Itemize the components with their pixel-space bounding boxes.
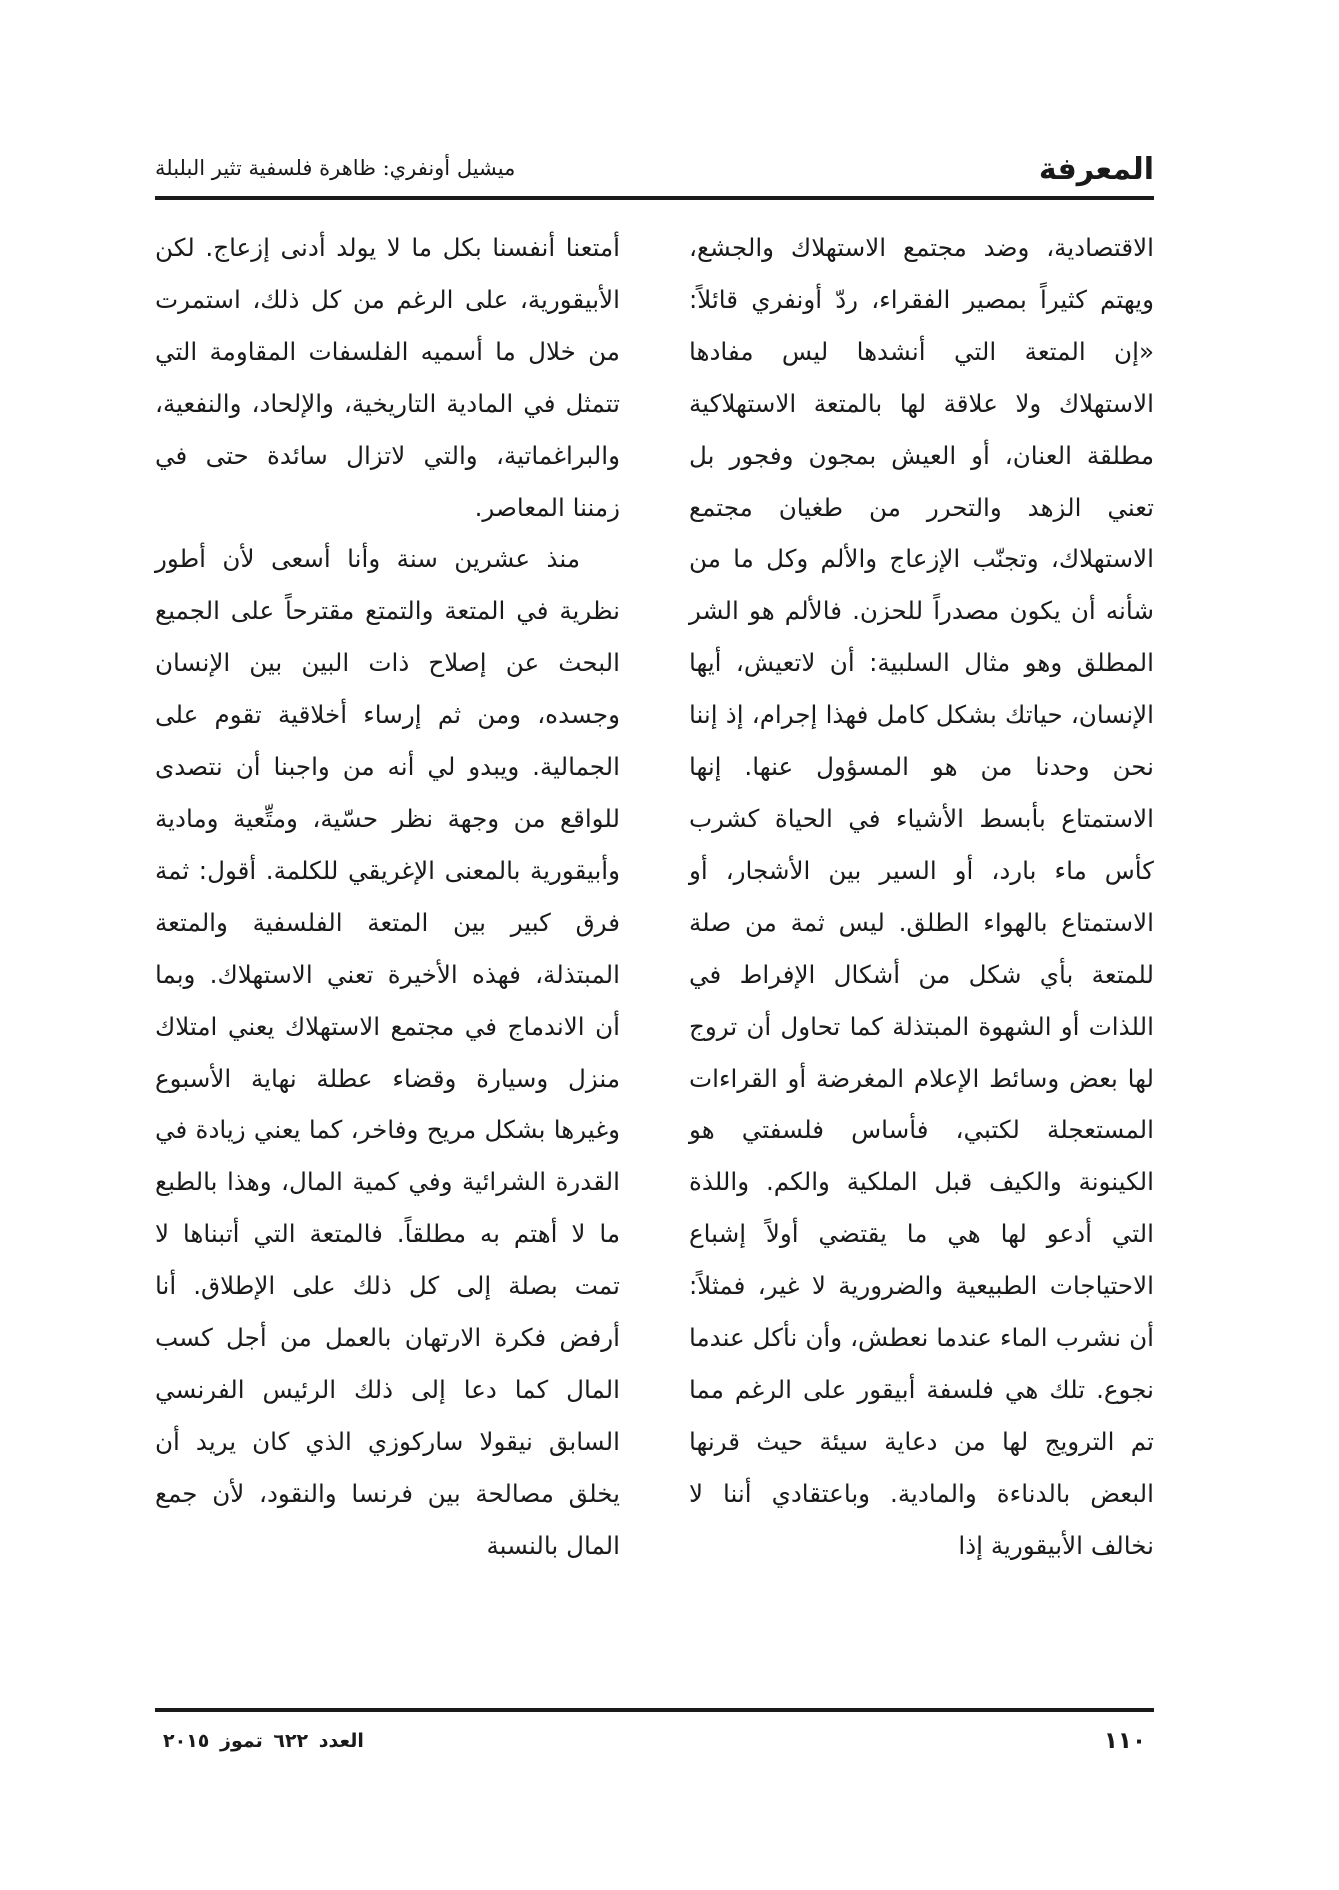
issue-info: العدد ٦٢٢ تموز ٢٠١٥: [163, 1730, 364, 1752]
page-footer: [155, 1728, 1154, 1760]
paragraph: منذ عشرين سنة وأنا أسعى لأن أطور نظرية في المتعة والتمتع مقترحاً على الجميع البحث عن إصلاح ذات البين بين الإنسان وجسده، ومن ثم إرساء أخلاقية تقوم على الجمالية. ويبدو لي أنه من واجبنا أن نتصدى للواقع من وجهة نظر حسّية، ومتِّعية ومادية وأبيقورية بالمعنى الإغريقي للكلمة. أقول: ثمة فرق كبير بين المتعة الفلسفية والمتعة المبتذلة، فهذه الأخيرة تعني الاستهلاك. وبما أن الاندماج في مجتمع الاستهلاك يعني امتلاك منزل وسيارة وقضاء عطلة نهاية الأسبوع وغيرها بشكل مريح وفاخر، كما يعني زيادة في القدرة الشرائية وفي كمية المال، وهذا بالطبع ما لا أهتم به مطلقاً. فالمتعة التي أتبناها لا تمت بصلة إلى كل ذلك على الإطلاق. أنا أرفض فكرة الارتهان بالعمل من أجل كسب المال كما دعا إلى ذلك الرئيس الفرنسي السابق نيقولا ساركوزي الذي كان يريد أن يخلق مصالحة بين فرنسا والنقود، لأن جمع المال بالنسبة: [155, 544, 620, 1560]
right-column: [689, 222, 1154, 1572]
paragraph: أمتعنا أنفسنا بكل ما لا يولد أدنى إزعاج. لكن الأبيقورية، على الرغم من كل ذلك، استمرت من خلال ما أسميه الفلسفات المقاومة التي تتمثل في المادية التاريخية، والإلحاد، والنفعية، والبراغماتية، والتي لاتزال سائدة حتى في زمننا المعاصر.: [155, 233, 620, 522]
running-title: ميشيل أونفري: ظاهرة فلسفية تثير البلبلة: [155, 156, 516, 180]
footer-divider: [155, 1708, 1154, 1712]
page-number: ١١٠: [1103, 1728, 1146, 1754]
magazine-logo: المعرفة: [1038, 152, 1154, 187]
page-header: [155, 150, 1154, 190]
header-divider: [155, 196, 1154, 200]
left-column: [155, 222, 620, 1572]
paragraph: الاقتصادية، وضد مجتمع الاستهلاك والجشع، ويهتم كثيراً بمصير الفقراء، ردّ أونفري قائلاً: «إن المتعة التي أنشدها ليس مفادها الاستهلاك ولا علاقة لها بالمتعة الاستهلاكية مطلقة العنان، أو العيش بمجون وفجور بل تعني الزهد والتحرر من طغيان مجتمع الاستهلاك، وتجنّب الإزعاج والألم وكل ما من شأنه أن يكون مصدراً للحزن. فالألم هو الشر المطلق وهو مثال السلبية: أن لاتعيش، أيها الإنسان، حياتك بشكل كامل فهذا إجرام، إذ إننا نحن وحدنا من هو المسؤول عنها. إنها الاستمتاع بأبسط الأشياء في الحياة كشرب كأس ماء بارد، أو السير بين الأشجار، أو الاستمتاع بالهواء الطلق. ليس ثمة من صلة للمتعة بأي شكل من أشكال الإفراط في اللذات أو الشهوة المبتذلة كما تحاول أن تروج لها بعض وسائط الإعلام المغرضة أو القراءات المستعجلة لكتبي، فأساس فلسفتي هو الكينونة والكيف قبل الملكية والكم. واللذة التي أدعو لها هي ما يقتضي أولاً إشباع الاحتياجات الطبيعية والضرورية لا غير، فمثلاً: أن نشرب الماء عندما نعطش، وأن نأكل عندما نجوع. تلك هي فلسفة أبيقور على الرغم مما تم الترويج لها من دعاية سيئة حيث قرنها البعض بالدناءة والمادية. وباعتقادي أننا لا نخالف الأبيقورية إذا: [689, 233, 1154, 1560]
